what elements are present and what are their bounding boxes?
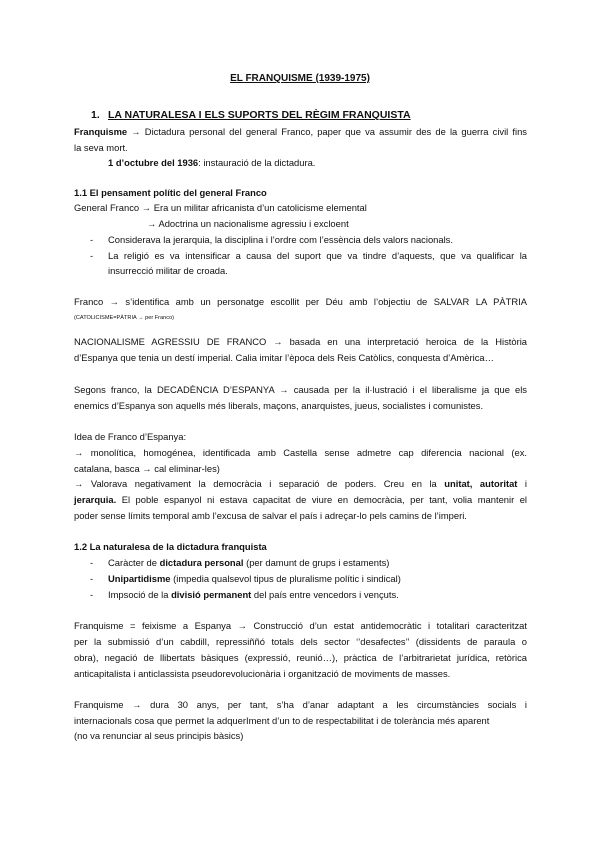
feixisme-line-4: anticapitalista i anticlassista pseudorevolucionària i organització de moviments de masses. bbox=[74, 668, 451, 679]
bullet-text: (impedia qualsevol tipus de pluralisme polític i sindical) bbox=[170, 573, 401, 584]
idea-line-2: catalana, basca → cal eliminar-les) bbox=[74, 463, 220, 474]
franco-salvar-line-2: (CATOLICISME=PÀTRIA → per Franco) bbox=[74, 315, 175, 321]
valorava-line-2 bbox=[74, 494, 527, 505]
date-bold: 1 d’octubre del 1936 bbox=[108, 157, 199, 168]
section-1-heading bbox=[91, 109, 411, 121]
jerarquia-bold: jerarquia. bbox=[74, 494, 117, 505]
bullet-text: del país entre vencedors i vençuts. bbox=[251, 589, 399, 600]
bullet-religio: La religió es va intensificar a causa del suport que va tindre d’aquests, que va qualificar la bbox=[108, 250, 527, 261]
valorava-text-2: El poble espanyol ni estava capacitat de viure en democràcia, per tant, volia mantenir el bbox=[116, 494, 527, 505]
idea-line-1: → monolítica, homogénea, identificada amb Castella sense admetre cap diferencia nacional (ex. bbox=[74, 447, 527, 458]
definition-line-2: la seva mort. bbox=[74, 142, 128, 153]
subsection-1-1-heading: 1.1 El pensament polític del general Franco bbox=[74, 187, 267, 198]
franco-line-1: General Franco → Era un militar africanista d’un catolicisme elemental bbox=[74, 202, 367, 213]
date-text: : instauració de la dictadura. bbox=[198, 157, 316, 168]
dura-line-2: internacionals cosa que permet la adquerIment d’un to de respectabilitat i de tolerància més aparent bbox=[74, 715, 490, 726]
nacionalisme-line-1: NACIONALISME AGRESSIU DE FRANCO → basada en una interpretació heroica de la Història bbox=[74, 336, 527, 347]
bullet-text: Impsoció de la bbox=[108, 589, 172, 600]
valorava-end: i bbox=[517, 478, 528, 489]
feixisme-line-2: per la submissió d’un cabdill, repressiññó totals dels sector ‘’desafectes’’ (dissidents de paraula o bbox=[74, 636, 527, 647]
idea-heading: Idea de Franco d’Espanya: bbox=[74, 431, 187, 442]
dura-line-3: (no va renunciar al seus principis bàsics) bbox=[74, 730, 244, 741]
franco-line-2: → Adoctrina un nacionalisme agressiu i excloent bbox=[147, 218, 349, 229]
valorava-line-3: poder sense límits temporal amb l’excusa de salvar el país i adreçar-lo pels camins de l’imperi. bbox=[74, 510, 467, 521]
bullet-dictadura-personal bbox=[108, 557, 527, 568]
bullet-unipartidisme bbox=[108, 573, 527, 584]
dura-line-1: Franquisme → dura 30 anys, per tant, s’ha d’anar adaptant a les circumstàncies socials i bbox=[74, 699, 527, 710]
bullet-dash: - bbox=[90, 234, 94, 245]
bullet-bold: divisió permanent bbox=[171, 589, 252, 600]
definition-term: Franquisme bbox=[74, 126, 128, 137]
valorava-line-1 bbox=[74, 478, 527, 489]
decadencia-line-1: Segons franco, la DECADÈNCIA D’ESPANYA → causada per la il·lustració i el liberalisme ja que els bbox=[74, 384, 527, 395]
bullet-dash: - bbox=[90, 589, 94, 600]
valorava-bold: unitat, autoritat bbox=[444, 478, 518, 489]
franco-salvar-line-1: Franco → s’identifica amb un personatge escollit per Déu amb l’objectiu de SALVAR LA PÀTRIA bbox=[74, 296, 527, 307]
bullet-dash: - bbox=[90, 557, 94, 568]
section-1-title: LA NATURALESA I ELS SUPORTS DEL RÈGIM FRANQUISTA bbox=[108, 109, 411, 121]
definition-line-1 bbox=[74, 126, 527, 137]
valorava-text: → Valorava negativament la democràcia i separació de poders. Creu en la bbox=[74, 478, 445, 489]
bullet-bold: dictadura personal bbox=[159, 557, 244, 568]
bullet-dash: - bbox=[90, 250, 94, 261]
document-title: EL FRANQUISME (1939-1975) bbox=[230, 73, 370, 84]
bullet-text: Caràcter de bbox=[108, 557, 160, 568]
definition-text: → Dictadura personal del general Franco, paper que va assumir des de la guerra civil fins bbox=[127, 126, 527, 137]
bullet-jerarquia: Considerava la jerarquia, la disciplina i l’ordre com l’essència dels valors nacionals. bbox=[108, 234, 453, 245]
nacionalisme-line-2: d’Espanya que tenia un destí imperial. Calia imitar l’època dels Reis Catòlics, conquesta d’Amèrica… bbox=[74, 352, 494, 363]
section-1-number: 1. bbox=[91, 109, 100, 121]
bullet-religio-cont: insurrecció militar de croada. bbox=[108, 265, 228, 276]
date-line bbox=[108, 157, 561, 168]
feixisme-line-1: Franquisme = feixisme a Espanya → Construcció d’un estat antidemocràtic i totalitari caracteritzat bbox=[74, 620, 527, 631]
bullet-text: (per damunt de grups i estaments) bbox=[243, 557, 390, 568]
decadencia-line-2: enemics d’Espanya son aquells més liberals, maçons, anarquistes, jueus, socialistes i comunistes. bbox=[74, 400, 484, 411]
bullet-bold: Unipartidisme bbox=[108, 573, 171, 584]
feixisme-line-3: obra), negació de llibertats bàsiques (expressió, reunió…), pràctica de l’arbitrarietat jurídica, retòrica bbox=[74, 652, 527, 663]
bullet-divisio bbox=[108, 589, 527, 600]
subsection-1-2-heading: 1.2 La naturalesa de la dictadura franquista bbox=[74, 541, 267, 552]
bullet-dash: - bbox=[90, 573, 94, 584]
